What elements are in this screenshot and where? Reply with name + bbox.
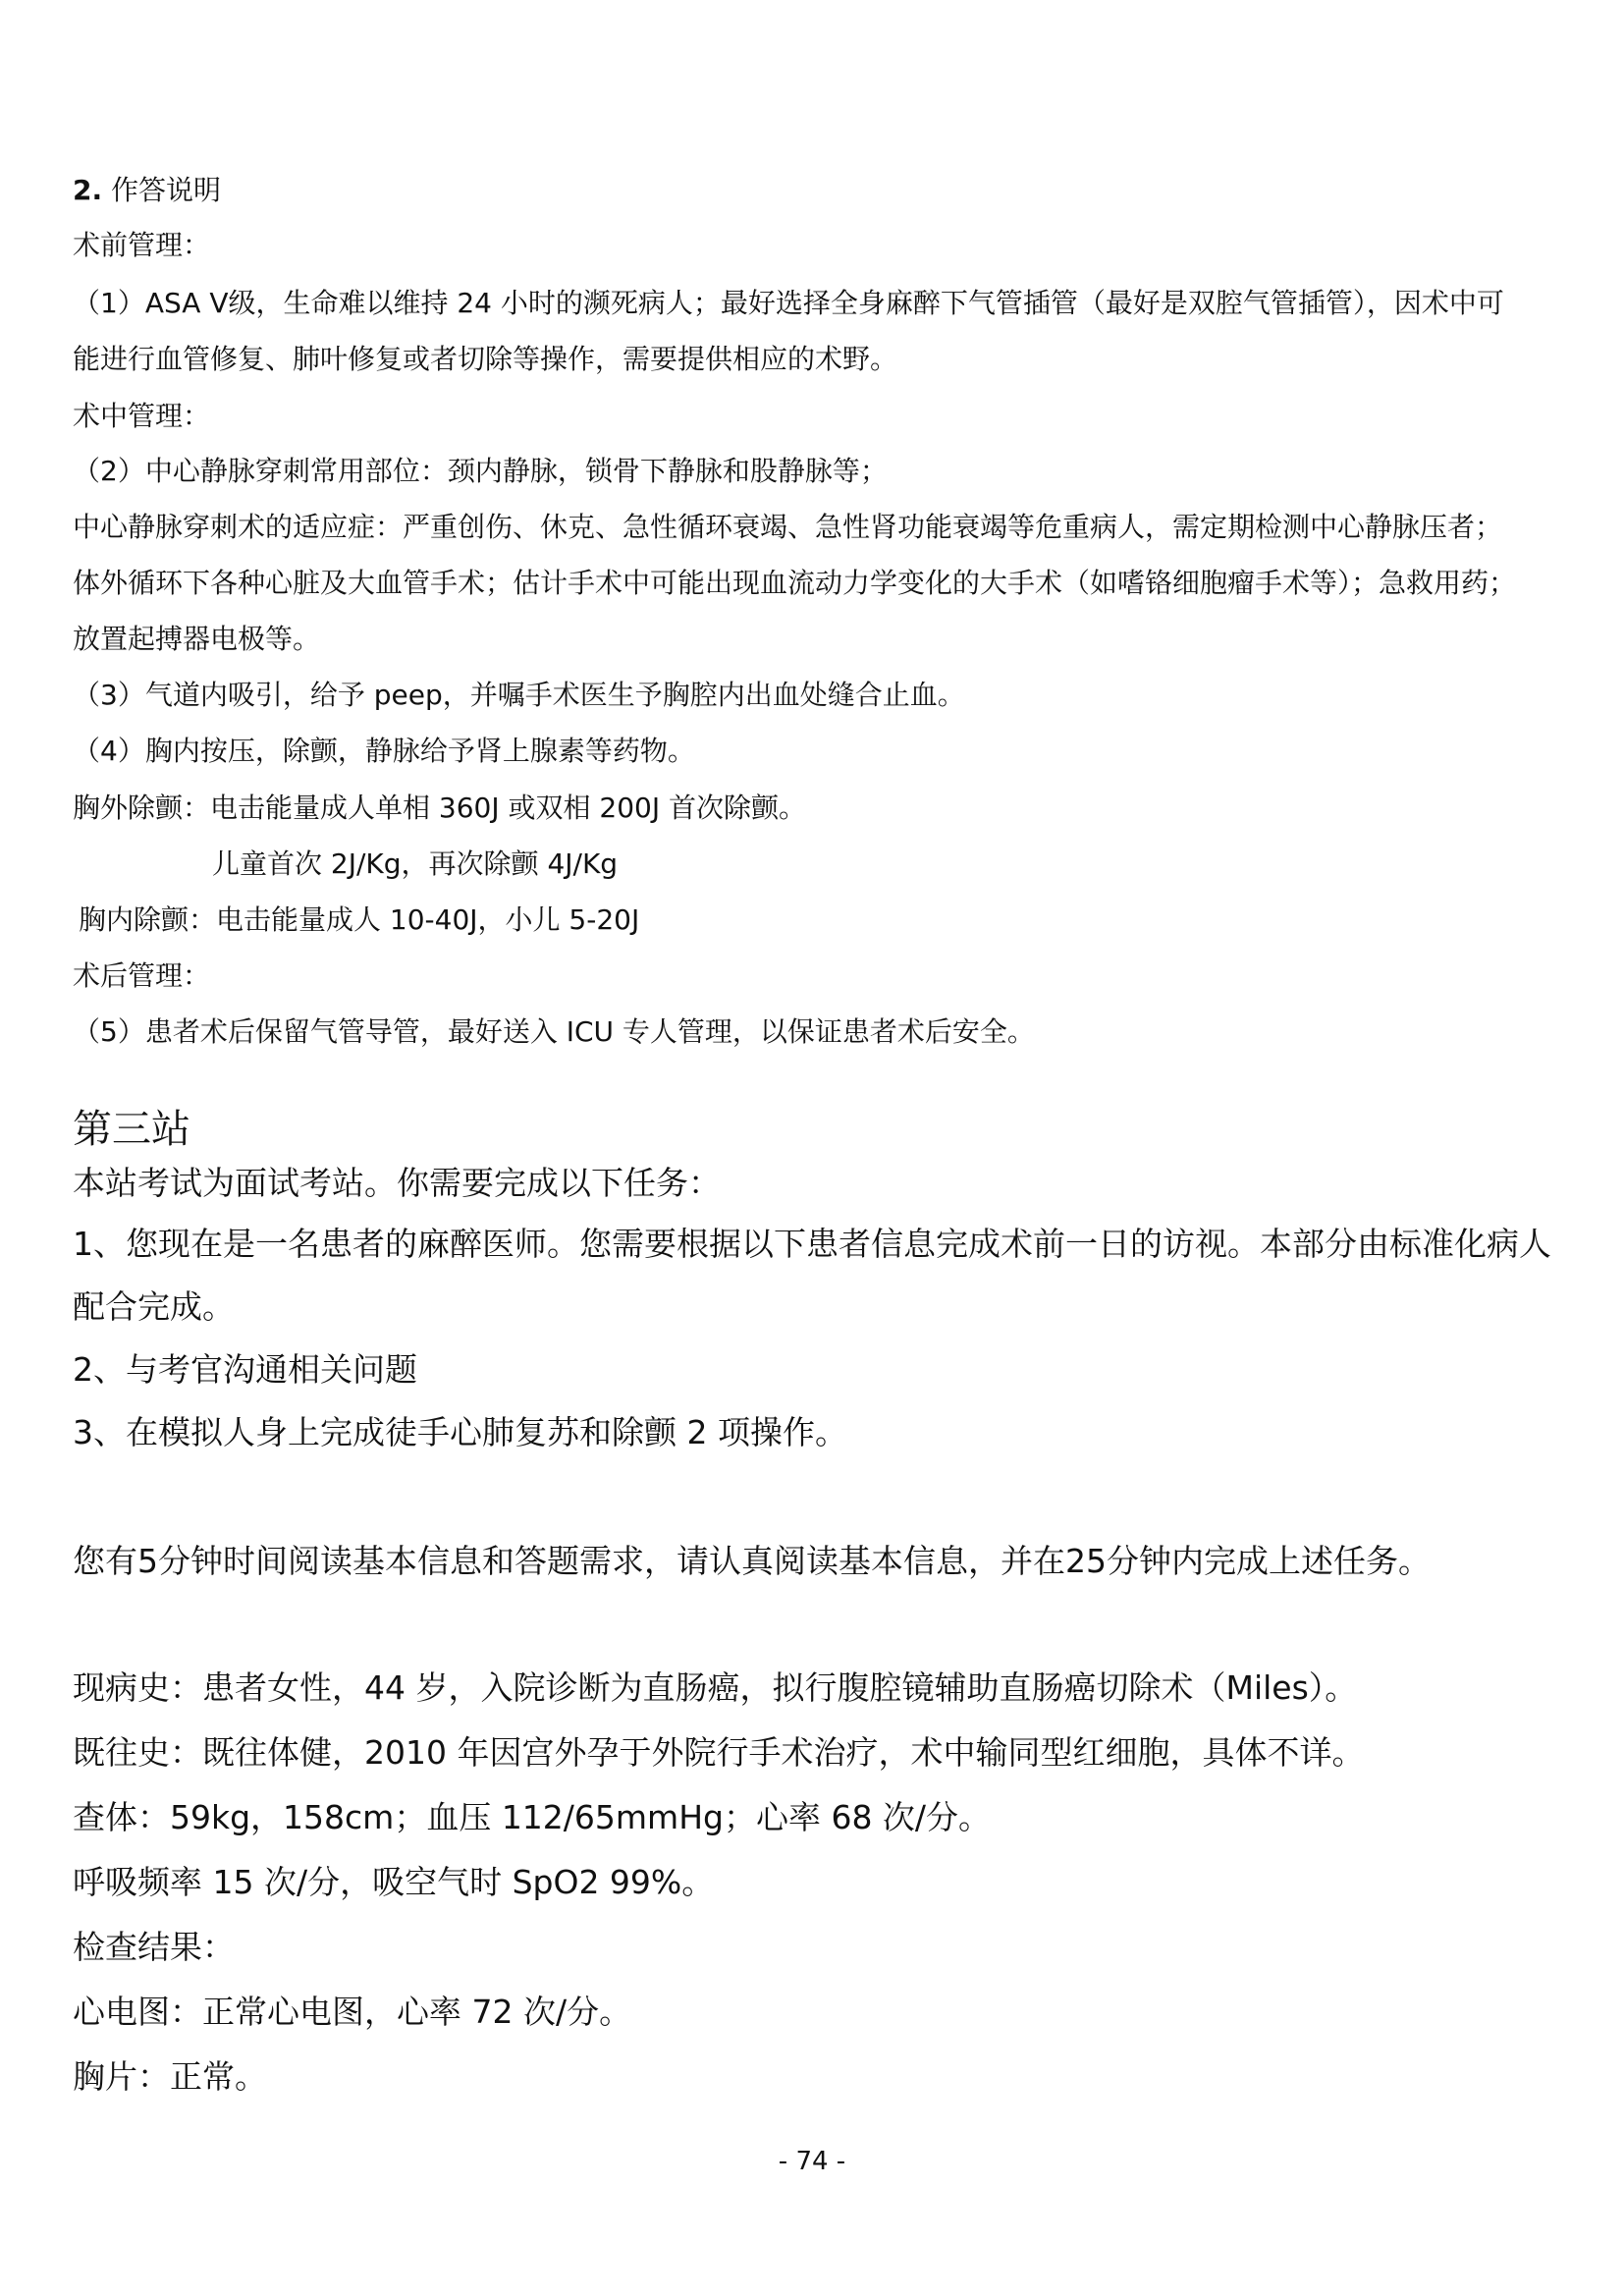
past-history: 既往史：既往体健，2010 年因宫外孕于外院行手术治疗，术中输同型红细胞，具体不详。 [73, 1733, 1365, 1772]
item1-line2: 能进行血管修复、肺叶修复或者切除等操作，需要提供相应的术野。 [73, 343, 898, 375]
task3: 3、在模拟人身上完成徒手心肺复苏和除颤 2 项操作。 [73, 1413, 847, 1451]
section-number: 2. [73, 174, 103, 206]
task1-line1: 1、您现在是一名患者的麻醉医师。您需要根据以下患者信息完成术前一日的访视。本部分由标准化病人 [73, 1225, 1551, 1263]
indication-line1: 中心静脉穿刺术的适应症：严重创伤、休克、急性循环衰竭、急性肾功能衰竭等危重病人，需定期检测中心静脉压者； [73, 511, 1503, 543]
intraop-heading: 术中管理： [73, 400, 211, 432]
item3: （3）气道内吸引，给予 peep，并嘱手术医生予胸腔内出血处缝合止血。 [73, 679, 965, 711]
indication-line3: 放置起搏器电极等。 [73, 623, 321, 655]
child-defibrillation: 儿童首次 2J/Kg，再次除颤 4J/Kg [212, 847, 619, 880]
task2: 2、与考官沟通相关问题 [73, 1350, 417, 1389]
station-intro: 本站考试为面试考站。你需要完成以下任务： [73, 1164, 721, 1202]
item1-line1: （1）ASA Ⅴ级，生命难以维持 24 小时的濒死病人；最好选择全身麻醉下气管插管（最好是双腔气管插管），因术中可 [73, 287, 1504, 319]
preop-heading: 术前管理： [73, 229, 211, 261]
section-title: 作答说明 [111, 174, 222, 206]
station-title: 第三站 [73, 1107, 190, 1152]
physical-exam-line1: 查体：59kg，158cm；血压 112/65mmHg；心率 68 次/分。 [73, 1798, 992, 1836]
physical-exam-line2: 呼吸频率 15 次/分，吸空气时 SpO2 99%。 [73, 1863, 715, 1901]
chest-xray-result: 胸片：正常。 [73, 2057, 267, 2096]
internal-defibrillation: 胸内除颤：电击能量成人 10-40J，小儿 5-20J [79, 903, 640, 936]
item2: （2）中心静脉穿刺常用部位：颈内静脉，锁骨下静脉和股静脉等； [73, 455, 888, 487]
item4: （4）胸内按压，除颤，静脉给予肾上腺素等药物。 [73, 735, 695, 767]
time-note: 您有5分钟时间阅读基本信息和答题需求，请认真阅读基本信息，并在25分钟内完成上述任务。 [73, 1542, 1431, 1580]
indication-line2: 体外循环下各种心脏及大血管手术；估计手术中可能出现血流动力学变化的大手术（如嗜铬细胞瘤手术等）；急救用药； [73, 567, 1517, 599]
page-number: - 74 - [778, 2147, 846, 2176]
results-heading: 检查结果： [73, 1928, 235, 1966]
ecg-result: 心电图：正常心电图，心率 72 次/分。 [73, 1993, 632, 2031]
present-history: 现病史：患者女性，44 岁，入院诊断为直肠癌，拟行腹腔镜辅助直肠癌切除术（Miles）。 [73, 1668, 1358, 1707]
external-defibrillation: 胸外除颤：电击能量成人单相 360J 或双相 200J 首次除颤。 [73, 792, 807, 824]
task1-line2: 配合完成。 [73, 1287, 235, 1326]
section-heading [73, 174, 222, 206]
postop-heading: 术后管理： [73, 959, 211, 992]
item5: （5）患者术后保留气管导管，最好送入 ICU 专人管理，以保证患者术后安全。 [73, 1015, 1035, 1048]
